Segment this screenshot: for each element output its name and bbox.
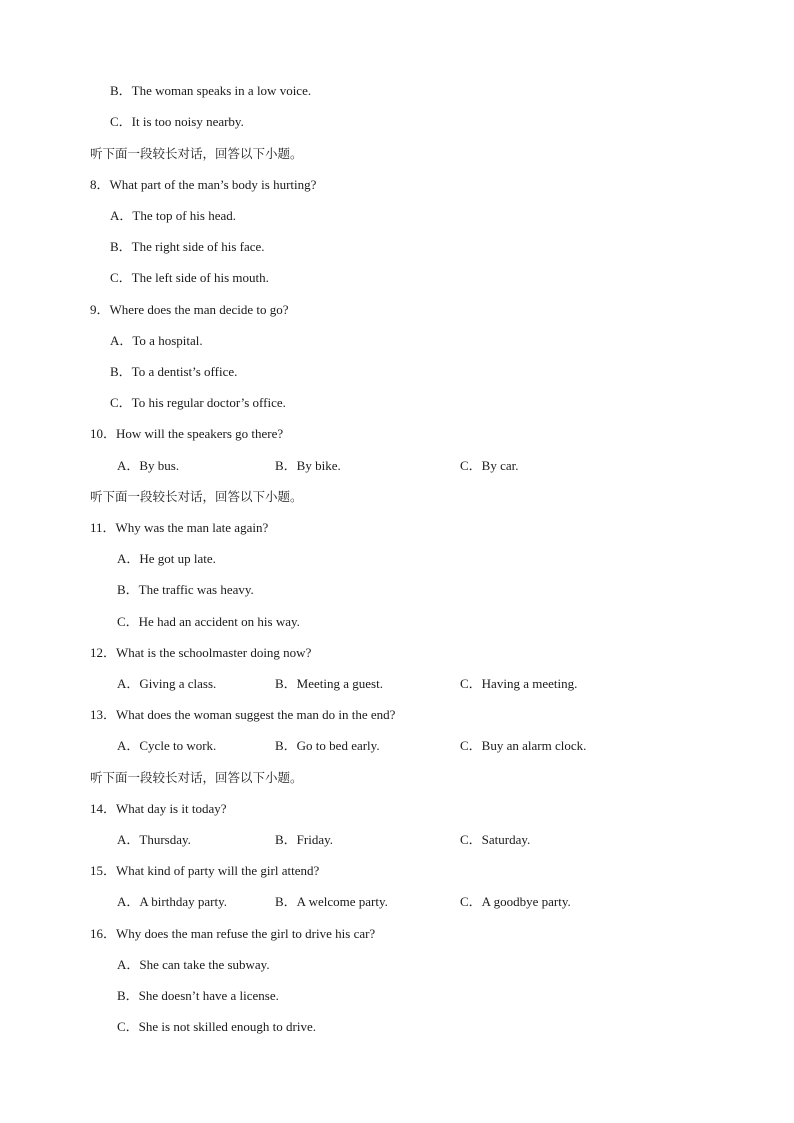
option-text: By bus. — [139, 458, 180, 473]
option-text: Thursday. — [139, 832, 191, 847]
option-text: To his regular doctor’s office. — [131, 395, 286, 410]
question-text: What day is it today? — [116, 801, 227, 816]
option-text: Go to bed early. — [296, 738, 380, 753]
option-letter: A． — [110, 333, 133, 348]
option-text: By car. — [481, 458, 519, 473]
option-letter: B． — [110, 239, 132, 254]
option-letter: B． — [117, 582, 139, 597]
q14-option-a — [117, 832, 191, 848]
question-number: 13． — [90, 707, 117, 722]
question-text: What does the woman suggest the man do in the end? — [116, 707, 396, 722]
option-letter: B． — [110, 364, 132, 379]
option-text: Buy an alarm clock. — [481, 738, 587, 753]
option-text: Friday. — [296, 832, 334, 847]
option-text: The traffic was heavy. — [138, 582, 254, 597]
option-letter: A． — [117, 738, 140, 753]
option-text: She is not skilled enough to drive. — [138, 1019, 316, 1034]
section-instruction: 听下面一段较长对话，回答以下小题。 — [90, 146, 303, 161]
q9-option-b — [110, 364, 237, 380]
q9-option-a — [110, 333, 203, 349]
question-number: 15． — [90, 863, 117, 878]
option-letter: C． — [460, 676, 482, 691]
option-text: A goodbye party. — [481, 894, 571, 909]
option-text: By bike. — [296, 458, 341, 473]
option-letter: B． — [275, 738, 297, 753]
option-text: Giving a class. — [139, 676, 217, 691]
q13-option-b — [275, 738, 380, 754]
option-text: Cycle to work. — [139, 738, 217, 753]
q15-option-a — [117, 894, 227, 910]
option-letter: C． — [110, 270, 132, 285]
option-letter: A． — [110, 208, 133, 223]
option-letter: C． — [110, 114, 132, 129]
q10-option-b — [275, 458, 341, 474]
option-text: The left side of his mouth. — [131, 270, 269, 285]
section-instruction: 听下面一段较长对话，回答以下小题。 — [90, 489, 303, 504]
q9-option-c — [110, 395, 286, 411]
q8-option-b — [110, 239, 265, 255]
option-letter: A． — [117, 832, 140, 847]
option-letter: C． — [460, 894, 482, 909]
question-13 — [90, 707, 395, 723]
question-16 — [90, 926, 375, 942]
question-12 — [90, 645, 311, 661]
option-text: Meeting a guest. — [296, 676, 383, 691]
question-text: What is the schoolmaster doing now? — [116, 645, 312, 660]
question-text: Where does the man decide to go? — [109, 302, 289, 317]
option-text: He got up late. — [139, 551, 216, 566]
option-text: To a hospital. — [132, 333, 203, 348]
q11-option-a — [117, 551, 216, 567]
question-text: What kind of party will the girl attend? — [116, 863, 320, 878]
q13-option-c — [460, 738, 586, 754]
option-letter: B． — [275, 832, 297, 847]
option-text: The right side of his face. — [131, 239, 265, 254]
option-letter: A． — [117, 458, 140, 473]
option-letter: A． — [117, 676, 140, 691]
option-letter: C． — [460, 832, 482, 847]
question-8 — [90, 177, 316, 193]
option-text: It is too noisy nearby. — [131, 114, 244, 129]
q15-option-b — [275, 894, 388, 910]
question-number: 12． — [90, 645, 117, 660]
option-letter: C． — [460, 458, 482, 473]
option-text: Having a meeting. — [481, 676, 578, 691]
question-number: 8． — [90, 177, 110, 192]
q8-option-c — [110, 270, 269, 286]
question-number: 11． — [90, 520, 116, 535]
question-14 — [90, 801, 226, 817]
option-letter: B． — [110, 83, 132, 98]
question-text: Why does the man refuse the girl to drive his car? — [116, 926, 376, 941]
question-text: Why was the man late again? — [115, 520, 269, 535]
option-letter: C． — [460, 738, 482, 753]
q10-option-c — [460, 458, 519, 474]
option-text: The woman speaks in a low voice. — [131, 83, 312, 98]
q16-option-c — [117, 1019, 316, 1035]
q16-option-a — [117, 957, 270, 973]
q14-option-c — [460, 832, 530, 848]
option-letter: C． — [117, 614, 139, 629]
option-letter: B． — [275, 894, 297, 909]
prev-option-c — [110, 114, 244, 130]
option-letter: A． — [117, 957, 140, 972]
option-letter: A． — [117, 894, 140, 909]
option-text: Saturday. — [481, 832, 531, 847]
option-letter: A． — [117, 551, 140, 566]
option-letter: B． — [275, 676, 297, 691]
q8-option-a — [110, 208, 236, 224]
question-11 — [90, 520, 268, 536]
question-10 — [90, 426, 283, 442]
q12-option-b — [275, 676, 383, 692]
prev-option-b — [110, 83, 311, 99]
q12-option-c — [460, 676, 577, 692]
option-text: A birthday party. — [139, 894, 228, 909]
option-text: A welcome party. — [296, 894, 388, 909]
question-text: What part of the man’s body is hurting? — [109, 177, 317, 192]
question-number: 16． — [90, 926, 117, 941]
question-number: 9． — [90, 302, 110, 317]
option-letter: B． — [117, 988, 139, 1003]
q15-option-c — [460, 894, 571, 910]
q16-option-b — [117, 988, 279, 1004]
question-15 — [90, 863, 319, 879]
q11-option-b — [117, 582, 254, 598]
q10-option-a — [117, 458, 179, 474]
option-letter: C． — [117, 1019, 139, 1034]
q13-option-a — [117, 738, 216, 754]
option-letter: C． — [110, 395, 132, 410]
question-number: 10． — [90, 426, 117, 441]
q14-option-b — [275, 832, 333, 848]
option-letter: B． — [275, 458, 297, 473]
option-text: He had an accident on his way. — [138, 614, 300, 629]
question-9 — [90, 302, 289, 318]
option-text: She doesn’t have a license. — [138, 988, 279, 1003]
option-text: The top of his head. — [132, 208, 237, 223]
question-number: 14． — [90, 801, 117, 816]
q12-option-a — [117, 676, 216, 692]
q11-option-c — [117, 614, 300, 630]
section-instruction: 听下面一段较长对话，回答以下小题。 — [90, 770, 303, 785]
question-text: How will the speakers go there? — [116, 426, 284, 441]
option-text: To a dentist’s office. — [131, 364, 238, 379]
option-text: She can take the subway. — [139, 957, 270, 972]
